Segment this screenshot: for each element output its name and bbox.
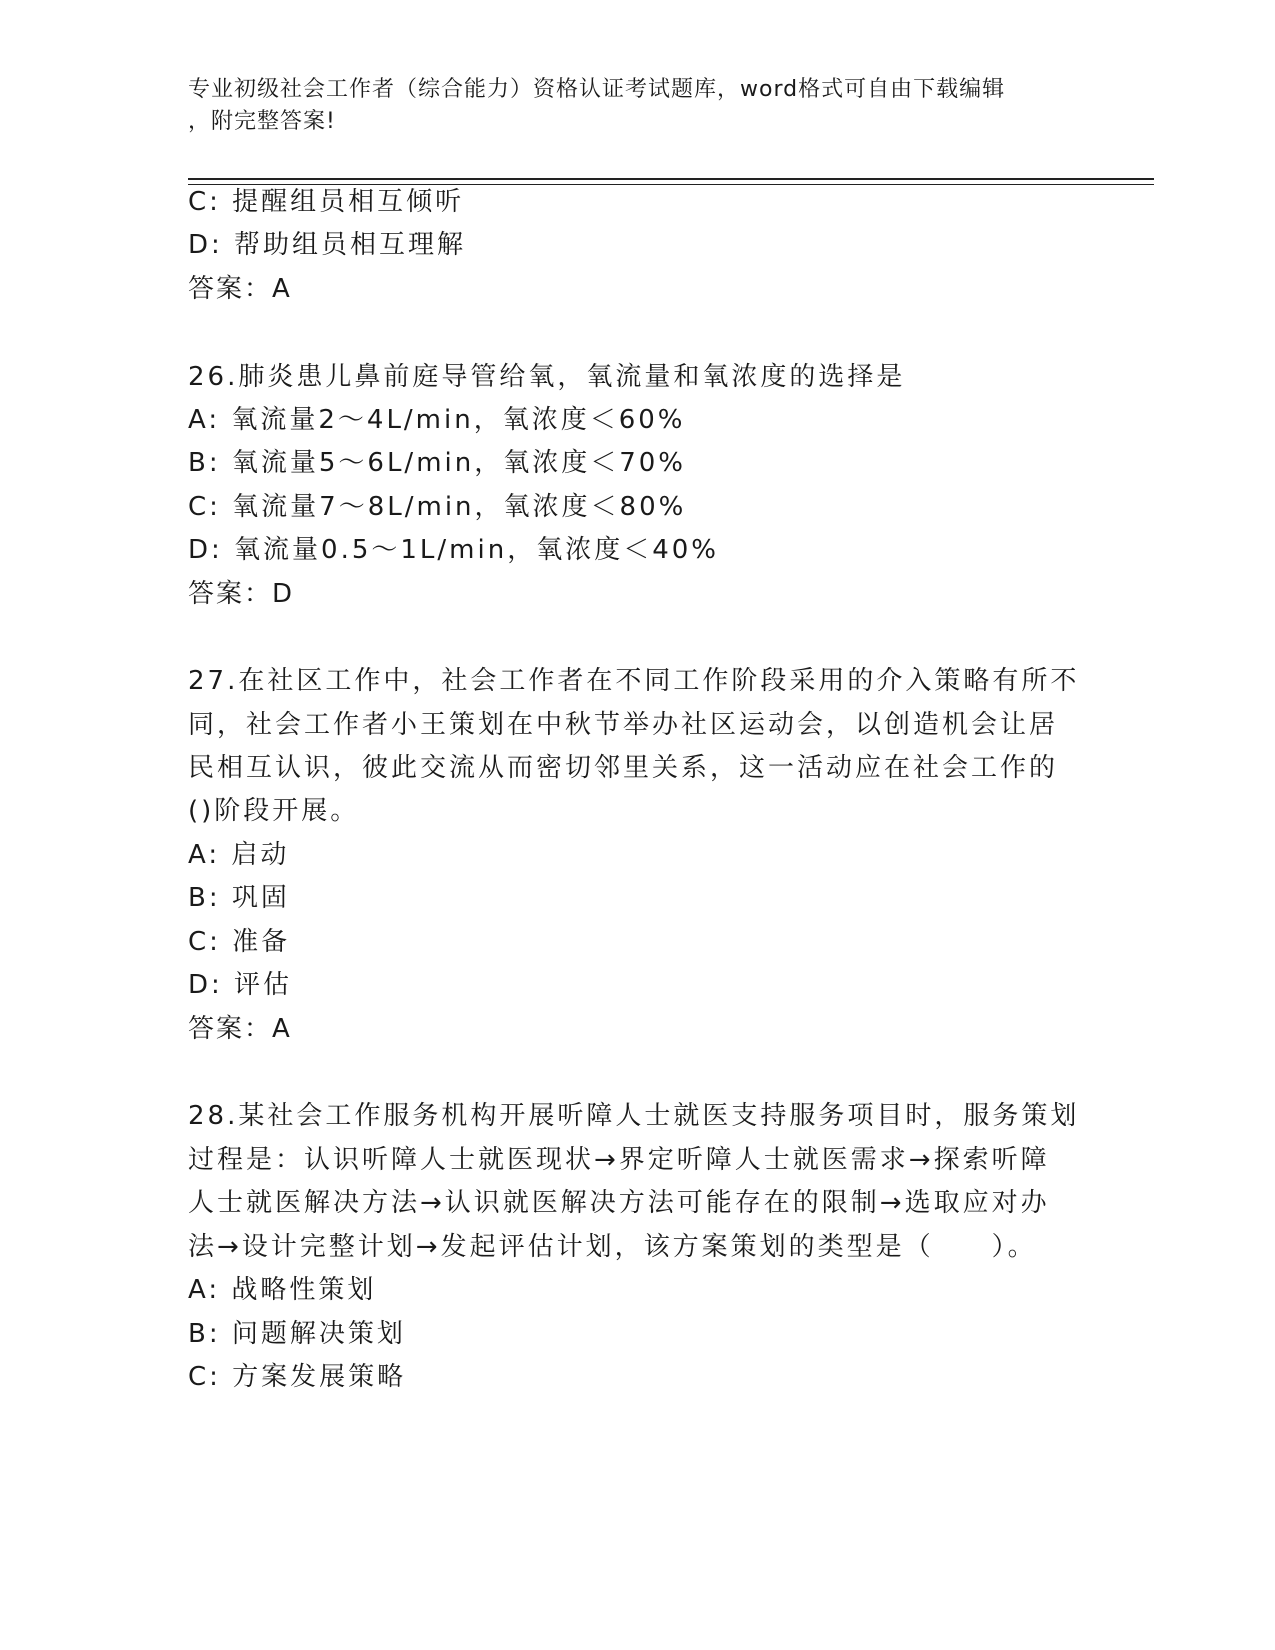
q25-option-c: C: 提醒组员相互倾听 (188, 187, 465, 217)
q28-stem-line-4: 法→设计完整计划→发起评估计划，该方案策划的类型是（ ）。 (188, 1232, 1037, 1262)
header-title-line-2: ，附完整答案! (188, 109, 336, 134)
q25-option-d: D: 帮助组员相互理解 (188, 230, 467, 260)
q27-option-d: D: 评估 (188, 970, 293, 1000)
q25-answer: 答案：A (188, 274, 292, 304)
q27-option-b: B: 巩固 (188, 883, 290, 913)
q28-option-b: B: 问题解决策划 (188, 1319, 406, 1349)
q26-answer: 答案：D (188, 579, 295, 609)
q27-answer: 答案：A (188, 1014, 292, 1044)
q26-option-c: C: 氧流量7～8L/min，氧浓度＜80% (188, 492, 687, 522)
q28-option-a: A: 战略性策划 (188, 1275, 377, 1305)
q28-option-c: C: 方案发展策略 (188, 1362, 407, 1392)
q26-stem: 26.肺炎患儿鼻前庭导管给氧，氧流量和氧浓度的选择是 (188, 362, 906, 392)
q28-stem-line-3: 人士就医解决方法→认识就医解决方法可能存在的限制→选取应对办 (188, 1188, 1050, 1218)
header-divider-thin (188, 184, 1154, 185)
q26-option-a: A: 氧流量2～4L/min，氧浓度＜60% (188, 405, 686, 435)
q27-option-c: C: 准备 (188, 927, 291, 957)
q27-stem-line-4: ()阶段开展。 (188, 796, 360, 826)
q27-stem-line-1: 27.在社区工作中，社会工作者在不同工作阶段采用的介入策略有所不 (188, 666, 1080, 696)
header-divider-thick (188, 178, 1154, 180)
q28-stem-line-1: 28.某社会工作服务机构开展听障人士就医支持服务项目时，服务策划 (188, 1101, 1080, 1131)
q26-option-d: D: 氧流量0.5～1L/min，氧浓度＜40% (188, 535, 719, 565)
q27-stem-line-2: 同，社会工作者小王策划在中秋节举办社区运动会，以创造机会让居 (188, 710, 1059, 740)
q26-option-b: B: 氧流量5～6L/min，氧浓度＜70% (188, 448, 687, 478)
q28-stem-line-2: 过程是：认识听障人士就医现状→界定听障人士就医需求→探索听障 (188, 1145, 1050, 1175)
document-header (188, 74, 1068, 138)
header-title-line-1: 专业初级社会工作者（综合能力）资格认证考试题库，word格式可自由下载编辑 (188, 77, 1006, 102)
q27-stem-line-3: 民相互认识，彼此交流从而密切邻里关系，这一活动应在社会工作的 (188, 753, 1059, 783)
q27-option-a: A: 启动 (188, 840, 290, 870)
